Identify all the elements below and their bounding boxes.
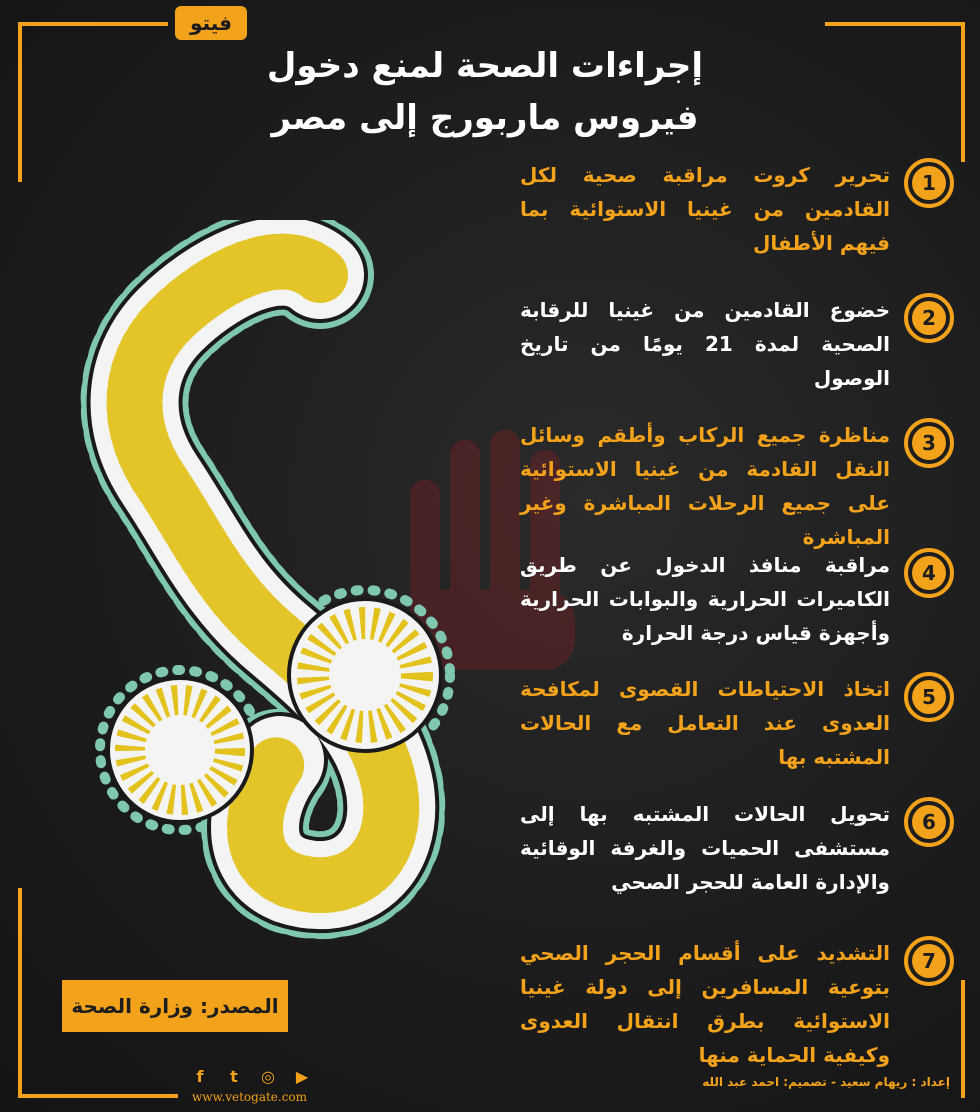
- marburg-virus-illustration: [50, 220, 530, 940]
- item-1-text: تحرير كروت مراقبة صحية لكل القادمين من غينيا الاستوائية بما فيهم الأطفال: [520, 163, 890, 255]
- frame-bottom-left-h: [18, 1094, 178, 1098]
- list-item-4: [520, 548, 970, 650]
- item-7-number-badge: 7: [904, 936, 954, 986]
- list-item-1: [520, 158, 970, 260]
- item-3-number-badge: 3: [904, 418, 954, 468]
- item-2-number-badge: 2: [904, 293, 954, 343]
- social-icons: [190, 1068, 312, 1086]
- frame-left: [18, 22, 22, 182]
- frame-top-left: [18, 22, 168, 26]
- brand-logo: فيتو: [175, 6, 247, 40]
- item-7-text: التشديد على أقسام الحجر الصحي بتوعية المسافرين إلى دولة غينيا الاستوائية بطرق انتقال العدوى وكيفية الحماية منها: [520, 941, 890, 1067]
- page-title: [250, 40, 720, 144]
- item-5-text: اتخاذ الاحتياطات القصوى لمكافحة العدوى عند التعامل مع الحالات المشتبه بها: [520, 677, 890, 769]
- facebook-icon[interactable]: f: [196, 1067, 204, 1086]
- item-6-text: تحويل الحالات المشتبه بها إلى مستشفى الحميات والغرفة الوقائية والإدارة العامة للحجر الصحي: [520, 802, 890, 894]
- item-5-number-badge: 5: [904, 672, 954, 722]
- item-4-text: مراقبة منافذ الدخول عن طريق الكاميرات الحرارية والبوابات الحرارية وأجهزة قياس درجة الحرارة: [520, 553, 890, 645]
- title-line-1: إجراءات الصحة لمنع دخول: [266, 46, 704, 86]
- item-6-number-badge: 6: [904, 797, 954, 847]
- frame-right: [961, 22, 965, 162]
- frame-bottom-left-v: [18, 888, 22, 1098]
- list-item-2: [520, 293, 970, 395]
- item-3-text: مناظرة جميع الركاب وأطقم وسائل النقل القادمة من غينيا الاستوائية على جميع الرحلات المباشرة وغير المباشرة: [520, 423, 890, 549]
- youtube-icon[interactable]: ▶: [295, 1067, 309, 1086]
- website-url[interactable]: www.vetogate.com: [192, 1090, 308, 1104]
- twitter-icon[interactable]: t: [230, 1067, 238, 1086]
- list-item-5: [520, 672, 970, 774]
- list-item-7: [520, 936, 970, 1072]
- title-line-2: فيروس ماربورج إلى مصر: [271, 98, 699, 138]
- item-1-number-badge: 1: [904, 158, 954, 208]
- credits-text: إعداد : ريهام سعيد - تصميم: احمد عبد الله: [702, 1075, 950, 1089]
- list-item-3: [520, 418, 970, 554]
- list-item-6: [520, 797, 970, 899]
- source-label: المصدر: وزارة الصحة: [62, 980, 288, 1032]
- instagram-icon[interactable]: ◎: [261, 1067, 275, 1086]
- frame-top-right: [825, 22, 965, 26]
- item-4-number-badge: 4: [904, 548, 954, 598]
- item-2-text: خضوع القادمين من غينيا للرقابة الصحية لمدة 21 يومًا من تاريخ الوصول: [520, 298, 890, 390]
